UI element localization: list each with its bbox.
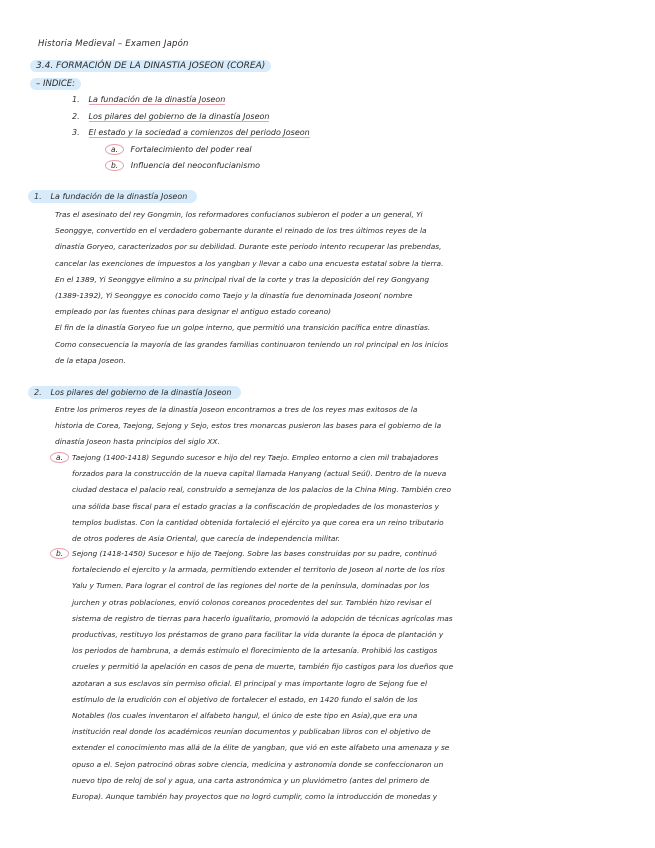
section-2-heading [28, 388, 241, 397]
section-2-item-b-label [50, 548, 69, 559]
toc-item-3-text: El estado y la sociedad a comienzos del periodo Joseon [88, 128, 310, 137]
section-2-heading-highlight [28, 386, 241, 399]
section-2-item-b: Sejong (1418-1450) Sucesor e hijo de Taejong. Sobre las bases construidas por su padre, continuó fortaleciendo el ejercito y la armada, permitiendo extender el territorio de Joseon al norte de los ríos Yalu y Tumen. Para lograr el control de las regiones del norte de la península, dominadas por los jurchen y otras poblaciones, envió colonos coreanos procedentes del sur. También hizo revisar el sistema de registro de tierras para hacerlo igualitario, promovió la adopción de técnicas agrícolas mas productivas, restituyo los préstamos de grano para facilitar la vida durante la época de plantación y los periodos de hambruna, a demás estimulo el florecimiento de la artesanía. Prohibió los castigos crueles y permitió la apelación en casos de pena de muerte, también fijo castigos para los dueños que azotaran a sus esclavos sin permiso oficial. El principal y mas importante logro de Sejong fue el estímulo de la erudición con el objetivo de fortalecer el estado, en 1420 fundo el salón de los Notables (los cuales inventaron el alfabeto hangul, el único de este tipo en Asia),que era una institución real donde los académicos reunían documentos y publicaban libros con el objetivo de extender el conocimiento mas allá de la élite de yangban, que vió en este alfabeto una amenaza y se opuso a el. Sejon patrocinó obras sobre ciencia, medicina y astronomía donde se confeccionaron un nuevo tipo de reloj de sol y agua, una carta astronómica y un pluviómetro (antes del primero de Europa). Aunque también hay proyectos que no logró cumplir, como la introducción de monedas y [72, 549, 454, 802]
section-1-heading [28, 192, 197, 201]
section-2-num: 2. [34, 388, 42, 397]
toc-subitem-b-num: b. [105, 160, 124, 171]
toc-subitem-b [105, 160, 260, 171]
document-title: Historia Medieval – Examen Japón [38, 39, 189, 49]
toc-item-2-text: Los pilares del gobierno de la dinastía Joseon [88, 112, 270, 121]
toc-item-2 [72, 112, 269, 121]
toc-subitem-a-num: a. [105, 144, 124, 155]
toc-item-1 [72, 95, 225, 104]
toc-subitem-a [105, 144, 252, 155]
section-1-title: La fundación de la dinastía Joseon [50, 192, 188, 201]
index-heading-text: – INDICE: [30, 78, 81, 90]
item-b-circle: b. [50, 548, 69, 559]
toc-item-1-num: 1. [72, 95, 80, 104]
section-2-item-a-label [50, 452, 69, 463]
toc-item-2-num: 2. [72, 112, 80, 121]
toc-item-3-num: 3. [72, 128, 80, 137]
section-2-item-a: Taejong (1400-1418) Segundo sucesor e hijo del rey Taejo. Empleo entorno a cien mil trabajadores forzados para la construcción de la nueva capital llamada Hanyang (actual Seúl). Dentro de la nueva ciudad destaca el palacio real, construido a semejanza de los palacios de la China Ming. También creo una sólida base fiscal para el estado gracias a la confiscación de propiedades de los monasterios y templos budistas. Con la cantidad obtenida fortaleció el ejército ya que corea era un reino tributario de otros poderes de Asia Oriental, que carecía de independencia militar. [72, 453, 451, 544]
toc-item-3 [72, 128, 310, 137]
index-heading [30, 79, 81, 89]
section-2-title: Los pilares del gobierno de la dinastía Joseon [50, 388, 232, 397]
item-a-circle: a. [50, 452, 69, 463]
toc-subitem-a-text: Fortalecimiento del poder real [130, 145, 252, 154]
section-2-body: Entre los primeros reyes de la dinastía Joseon encontramos a tres de los reyes mas exitosos de la historia de Corea, Taejong, Sejong y Sejo, estos tres monarcas pusieron las bases para el gobierno de la dinastía Joseon hasta principios del siglo XX. [55, 405, 442, 447]
main-heading [30, 61, 271, 71]
toc-item-1-text: La fundación de la dinastía Joseon [88, 95, 226, 104]
section-1-heading-highlight [28, 190, 197, 203]
section-1-num: 1. [34, 192, 42, 201]
main-heading-text: 3.4. FORMACIÓN DE LA DINASTIA JOSEON (COREA) [30, 60, 271, 72]
section-1-body: Tras el asesinato del rey Gongmin, los reformadores confucianos subieron el poder a un general, Yi Seonggye, convertido en el verdadero gobernante durante el reinado de los tres últimos reyes de la dinastía Goryeo, caracterizados por su debilidad. Durante este periodo intento recuperar las prebendas, cancelar las exenciones de impuestos a los yangban y llevar a cabo una encuesta estatal sobre la tierra. En el 1389, Yi Seonggye elimino a su principal rival de la corte y tras la deposición del rey Gongyang (1389-1392), Yi Seonggye es conocido como Taejo y la dinastía fue denominada Joseon( nombre empleado por las fuentes chinas para designar el antiguo estado coreano) El fin de la dinastía Goryeo fue un golpe interno, que permitió una transición pacífica entre dinastías. Como consecuencia la mayoría de las grandes familias continuaron teniendo un rol principal en los inicios de la etapa Joseon. [55, 210, 449, 365]
toc-subitem-b-text: Influencia del neoconfucianismo [130, 161, 261, 170]
